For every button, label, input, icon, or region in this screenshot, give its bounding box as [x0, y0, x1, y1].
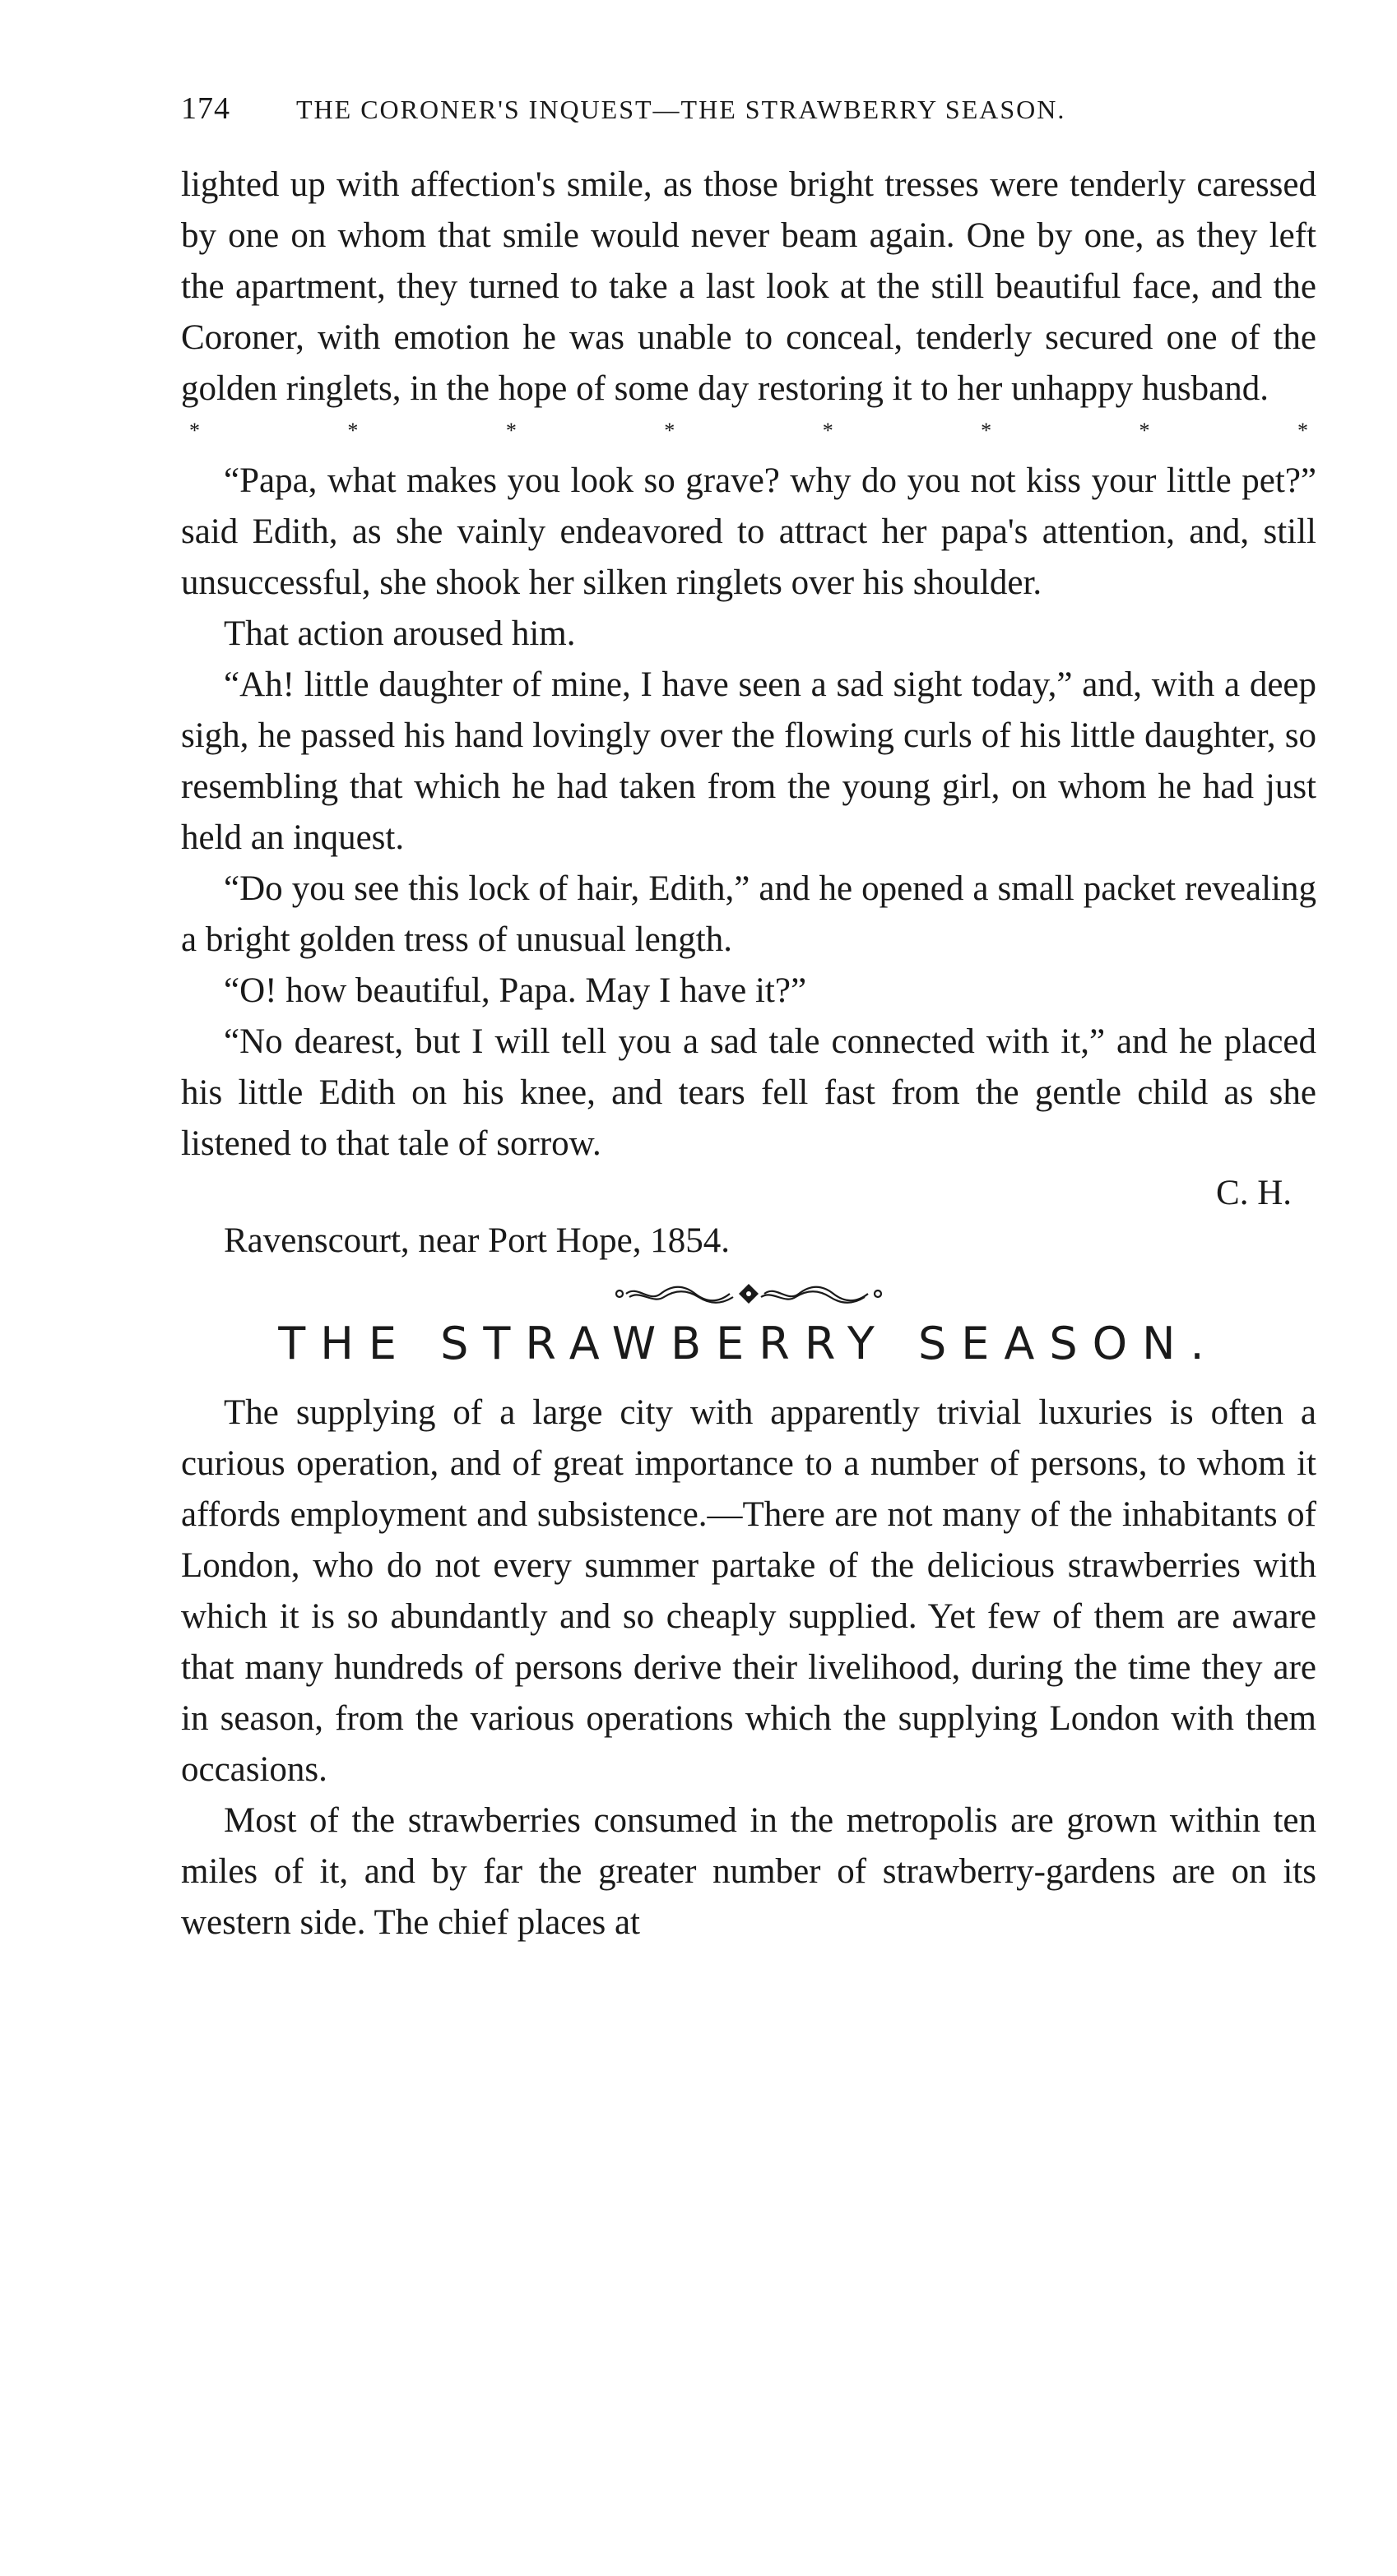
running-title: THE CORONER'S INQUEST—THE STRAWBERRY SEASON.	[296, 95, 1066, 124]
dialogue-paragraph: “Ah! little daughter of mine, I have seen a sad sight today,” and, with a deep sigh, he passed his hand lovingly over the flowing curls of his little daughter, so resembling that which he had taken from the young girl, on whom he had just held an inquest.	[181, 665, 1316, 857]
asterisk: *	[189, 419, 200, 442]
article-paragraph: The supplying of a large city with apparently trivial luxuries is often a curious operation, and of great importance to a number of persons, to whom it affords employment and subsistence.—There are not many of the inhabitants of London, who do not every summer partake of the delicious strawberries with which it is so abundantly and so cheaply supplied. Yet few of them are aware that many hundreds of persons derive their livelihood, during the time they are in season, from the various operations which the supplying London with them occasions.	[181, 1393, 1316, 1789]
dateline: Ravenscourt, near Port Hope, 1854.	[224, 1221, 730, 1260]
article-paragraph: Most of the strawberries consumed in the metropolis are grown within ten miles of it, and by far the greater number of strawberry-gardens are on its western side. The chief places at	[181, 1801, 1316, 1942]
article-body	[181, 1388, 1316, 1948]
asterisk: *	[981, 419, 992, 442]
section-break-asterisks	[181, 415, 1316, 447]
asterisk: *	[347, 419, 359, 442]
page-number: 174	[181, 91, 230, 126]
story-paragraph: lighted up with affection's smile, as those bright tresses were tenderly caressed by one on whom that smile would never beam again. One by one, as they left the apartment, they turned to take a last look at the still beautiful face, and the Coroner, with emotion he was unable to conceal, tenderly secured one of the golden ringlets, in the hope of some day restoring it to her unhappy husband.	[181, 165, 1316, 408]
asterisk: *	[505, 419, 517, 442]
asterisk: *	[664, 419, 675, 442]
asterisk: *	[822, 419, 833, 442]
asterisk: *	[1297, 419, 1308, 442]
running-head	[181, 90, 1316, 127]
dialogue-paragraph: “Do you see this lock of hair, Edith,” and he opened a small packet revealing a bright golden tress of unusual length.	[181, 869, 1316, 959]
dialogue-paragraph: “No dearest, but I will tell you a sad tale connected with it,” and he placed his little Edith on his knee, and tears fell fast from the gentle child as she listened to that tale of sorrow.	[181, 1022, 1316, 1163]
dialogue-paragraph: “Papa, what makes you look so grave? why do you not kiss your little pet?” said Edith, as she vainly endeavored to attract her papa's attention, and, still unsuccessful, she shook her silken ringlets over his shoulder.	[181, 461, 1316, 602]
flourish-ornament-icon	[613, 1281, 884, 1306]
asterisk: *	[1139, 419, 1150, 442]
dialogue-paragraph: “O! how beautiful, Papa. May I have it?”	[224, 971, 807, 1010]
story-conclusion	[181, 160, 1316, 1265]
dialogue-paragraph: That action aroused him.	[224, 614, 576, 653]
book-page	[181, 90, 1316, 1948]
author-signature: C. H.	[1216, 1174, 1292, 1212]
article-title: THE STRAWBERRY SEASON.	[278, 1318, 1219, 1369]
ornament-divider	[181, 1281, 1316, 1306]
